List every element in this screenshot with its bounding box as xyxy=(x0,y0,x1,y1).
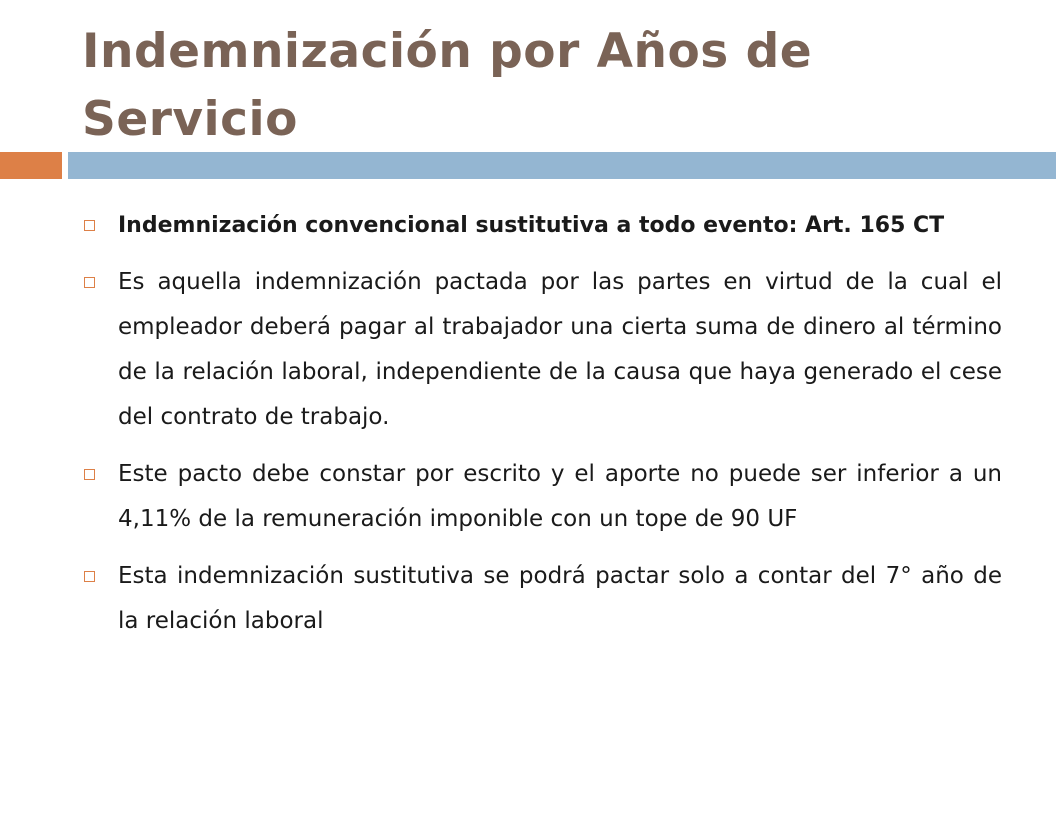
hollow-square-icon xyxy=(84,277,95,288)
title-accent-bar-orange xyxy=(0,152,62,179)
bullet-list xyxy=(82,203,1002,656)
title-accent-bar-blue xyxy=(68,152,1056,179)
hollow-square-icon xyxy=(84,220,95,231)
bullet-text: Esta indemnización sustitutiva se podrá pactar solo a contar del 7° año de la relación laboral xyxy=(118,563,1002,634)
bullet-item xyxy=(82,554,1002,644)
bullet-item xyxy=(82,260,1002,440)
bullet-text: Es aquella indemnización pactada por las partes en virtud de la cual el empleador deberá pagar al trabajador una cierta suma de dinero al término de la relación laboral, independiente de la causa que haya generado el cese del contrato de trabajo. xyxy=(118,269,1002,430)
bullet-text: Indemnización convencional sustitutiva a todo evento: Art. 165 CT xyxy=(118,213,945,238)
bullet-item xyxy=(82,452,1002,542)
slide-title: Indemnización por Años de Servicio xyxy=(82,24,813,147)
bullet-item xyxy=(82,203,1002,248)
hollow-square-icon xyxy=(84,469,95,480)
hollow-square-icon xyxy=(84,571,95,582)
bullet-text: Este pacto debe constar por escrito y el aporte no puede ser inferior a un 4,11% de la remuneración imponible con un tope de 90 UF xyxy=(118,461,1002,532)
